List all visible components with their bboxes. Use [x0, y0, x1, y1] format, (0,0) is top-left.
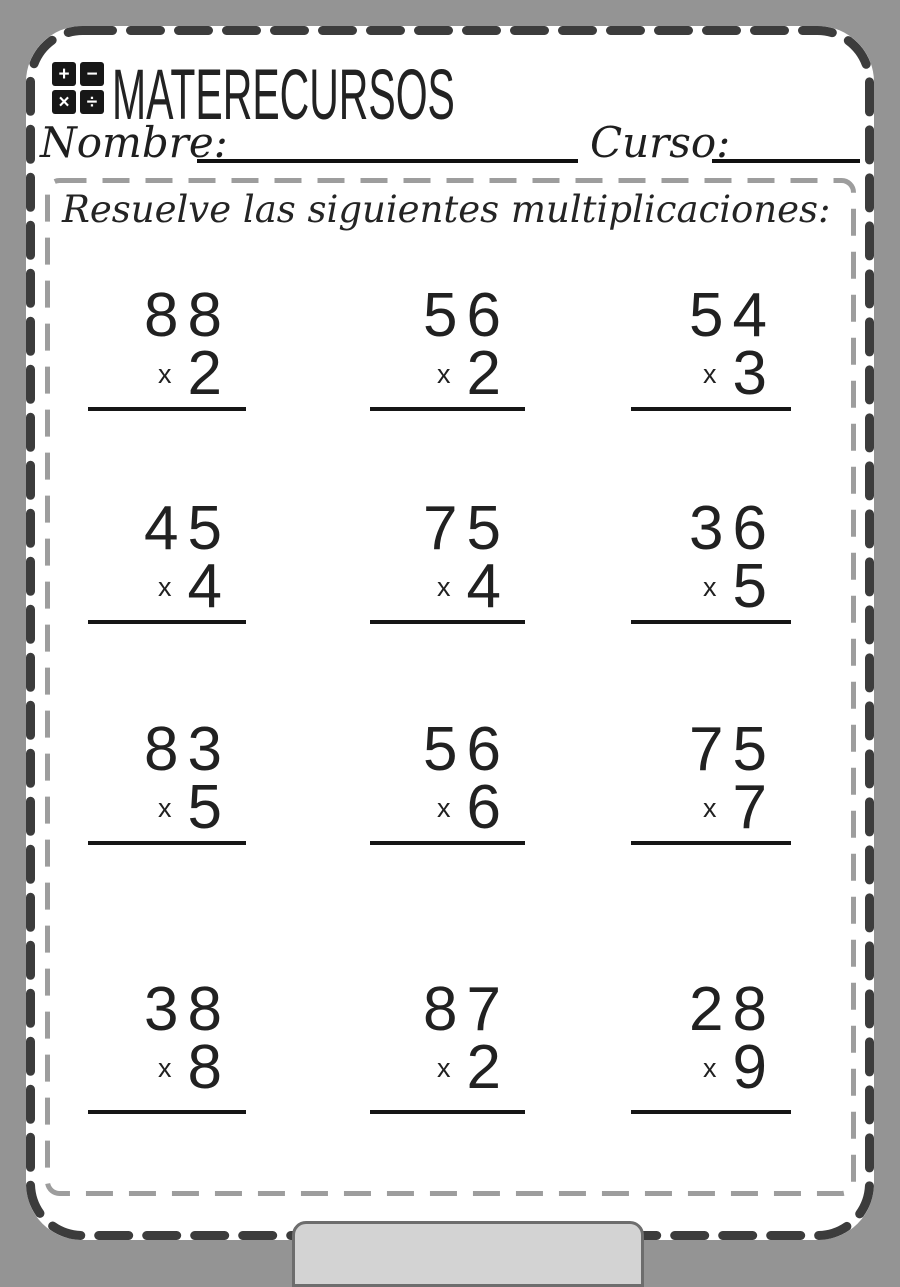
- multiplication-problem: [631, 975, 791, 1114]
- multiplier: 8: [187, 1033, 222, 1102]
- multiplicand: 56: [423, 281, 510, 350]
- multiplier: 4: [187, 552, 222, 621]
- multiplication-problem: [88, 975, 246, 1114]
- answer-line: [370, 1110, 525, 1114]
- multiplier: 7: [732, 773, 767, 842]
- answer-line: [631, 407, 791, 411]
- answer-line: [88, 1110, 246, 1114]
- course-label: Curso:: [590, 118, 731, 167]
- calculator-logo: [52, 62, 104, 114]
- multiplier: 5: [732, 552, 767, 621]
- multiplicand: 75: [689, 715, 776, 784]
- name-label: Nombre:: [40, 118, 228, 167]
- multiplication-problem: [370, 715, 525, 845]
- times-operator: x: [158, 1052, 172, 1083]
- answer-line: [370, 407, 525, 411]
- multiplier: 2: [187, 339, 222, 408]
- multiplication-problem: [631, 281, 791, 411]
- multiplicand: 36: [689, 494, 776, 563]
- course-write-in-line: [712, 159, 860, 163]
- times-operator: x: [437, 1052, 451, 1083]
- multiplier: 3: [732, 339, 767, 408]
- times-operator: x: [703, 571, 717, 602]
- instruction-text: Resuelve las siguientes multiplicaciones:: [62, 188, 831, 231]
- brand-title: MATERECURSOS: [112, 54, 455, 135]
- times-operator: x: [703, 1052, 717, 1083]
- multiplier: 2: [466, 339, 501, 408]
- answer-line: [88, 841, 246, 845]
- times-operator: x: [437, 792, 451, 823]
- answer-line: [370, 841, 525, 845]
- multiplication-problem: [631, 494, 791, 624]
- times-operator: x: [437, 358, 451, 389]
- times-operator: x: [703, 792, 717, 823]
- multiplication-problem: [370, 975, 525, 1114]
- times-operator: x: [158, 571, 172, 602]
- multiplicand: 83: [144, 715, 231, 784]
- multiplicand: 88: [144, 281, 231, 350]
- multiplier: 5: [187, 773, 222, 842]
- bottom-tab: [292, 1221, 644, 1287]
- answer-line: [88, 407, 246, 411]
- times-operator: x: [158, 358, 172, 389]
- multiplier: 9: [732, 1033, 767, 1102]
- plus-icon: +: [52, 62, 76, 86]
- multiply-icon: ×: [52, 90, 76, 114]
- multiplicand: 54: [689, 281, 776, 350]
- multiplication-problem: [88, 281, 246, 411]
- multiplier: 6: [466, 773, 501, 842]
- multiplication-problem: [88, 494, 246, 624]
- answer-line: [631, 841, 791, 845]
- answer-line: [631, 1110, 791, 1114]
- multiplier: 4: [466, 552, 501, 621]
- times-operator: x: [158, 792, 172, 823]
- multiplication-problem: [88, 715, 246, 845]
- times-operator: x: [703, 358, 717, 389]
- multiplicand: 38: [144, 975, 231, 1044]
- multiplicand: 56: [423, 715, 510, 784]
- answer-line: [370, 620, 525, 624]
- minus-icon: −: [80, 62, 104, 86]
- multiplier: 2: [466, 1033, 501, 1102]
- multiplicand: 28: [689, 975, 776, 1044]
- multiplicand: 87: [423, 975, 510, 1044]
- answer-line: [631, 620, 791, 624]
- name-write-in-line: [197, 159, 578, 163]
- multiplication-problem: [370, 281, 525, 411]
- multiplication-problem: [631, 715, 791, 845]
- multiplication-problem: [370, 494, 525, 624]
- multiplicand: 75: [423, 494, 510, 563]
- divide-icon: ÷: [80, 90, 104, 114]
- answer-line: [88, 620, 246, 624]
- times-operator: x: [437, 571, 451, 602]
- multiplicand: 45: [144, 494, 231, 563]
